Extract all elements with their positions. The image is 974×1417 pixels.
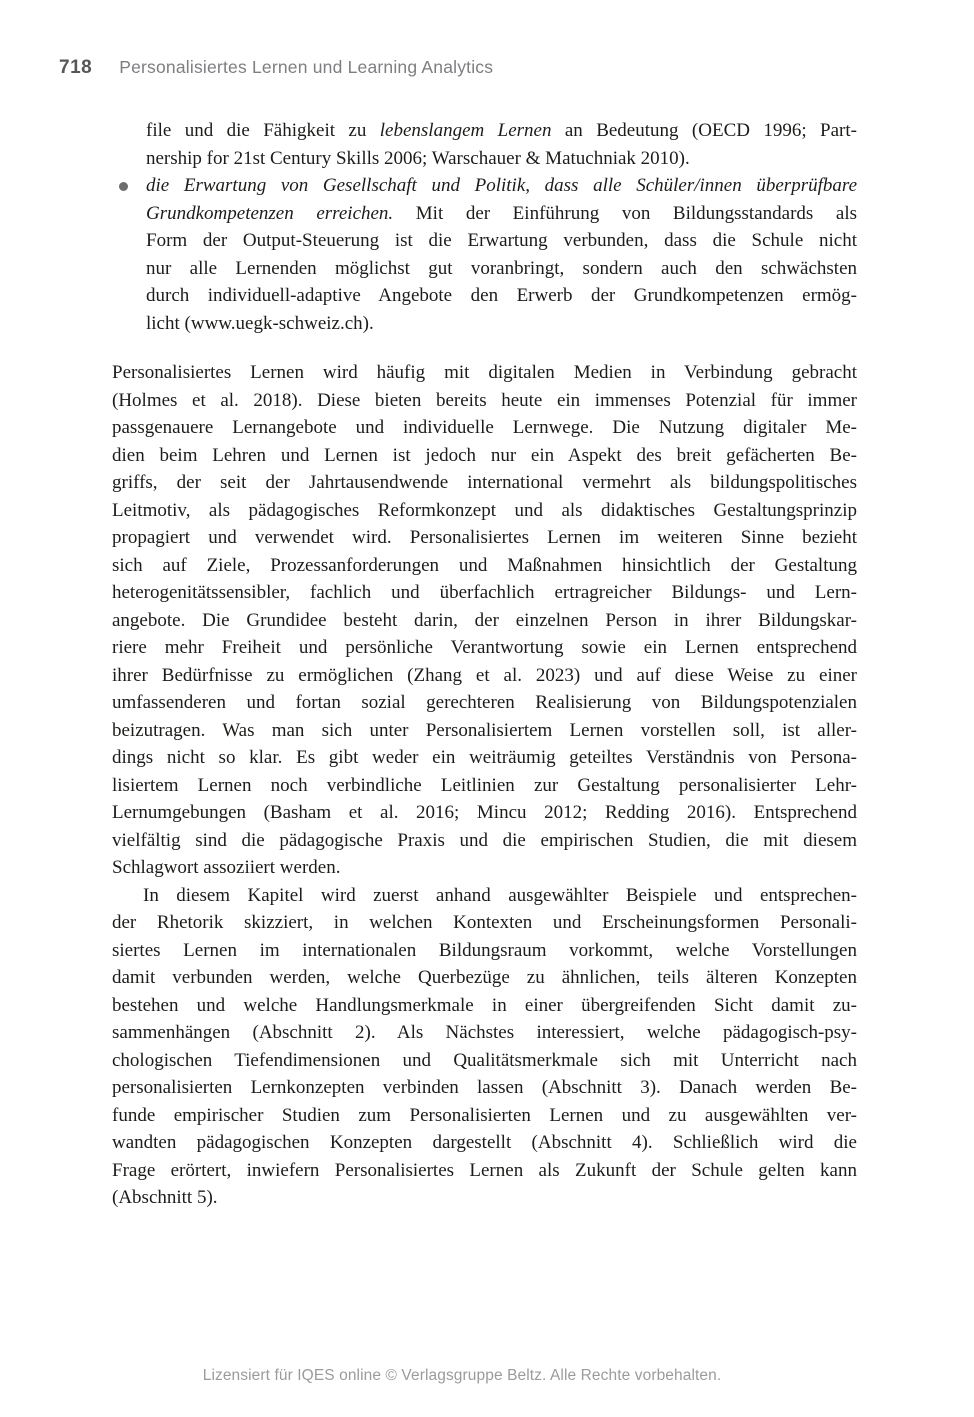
body-text: Schlagwort assoziiert werden.	[112, 857, 341, 878]
text-line	[112, 1157, 857, 1185]
text-line	[146, 282, 857, 310]
text-line	[112, 854, 857, 882]
text-line	[112, 414, 857, 442]
text-line	[146, 200, 857, 228]
text-line	[112, 827, 857, 855]
text-line	[112, 524, 857, 552]
body-text: In diesem Kapitel wird zuerst anhand ausgewählter Beispiele und entsprechen-	[143, 884, 857, 906]
text-line	[112, 772, 857, 800]
body-text: griffs, der seit der Jahrtausendwende international vermehrt als bildungspolitisches	[112, 472, 857, 493]
text-line	[112, 964, 857, 992]
text-line	[112, 359, 857, 387]
page-header	[59, 57, 493, 79]
text-line	[146, 310, 857, 338]
body-text: personalisierten Lernkonzepten verbinden lassen (Abschnitt 3). Danach werden Be-	[112, 1077, 857, 1098]
body-text: (Abschnitt 5).	[112, 1187, 218, 1208]
text-line	[146, 227, 857, 255]
body-text: funde empirischer Studien zum Personalisierten Lernen und zu ausgewählten ver-	[112, 1104, 857, 1126]
body-text: lisiertem Lernen noch verbindliche Leitlinien zur Gestaltung personalisierter Lehr-	[112, 774, 857, 796]
body-text: licht (www.uegk-schweiz.ch).	[146, 312, 374, 334]
text-line	[112, 1019, 857, 1047]
body-text: nur alle Lernenden möglichst gut voranbringt, sondern auch den schwächsten	[146, 257, 857, 279]
chapter-overview-paragraph	[112, 882, 857, 1212]
body-text: chologischen Tiefendimensionen und Qualitätsmerkmale sich mit Unterricht nach	[112, 1049, 857, 1071]
body-text: vielfältig sind die pädagogische Praxis und die empirischen Studien, die mit diesem	[112, 829, 857, 851]
italic-text: die Erwartung von Gesellschaft und Politik, dass alle Schüler/innen überprüfbare	[146, 175, 857, 196]
body-text: (Holmes et al. 2018). Diese bieten bereits heute ein immenses Potenzial für immer	[112, 389, 857, 411]
body-text: sammenhängen (Abschnitt 2). Als Nächstes interessiert, welche pädagogisch-psy-	[112, 1022, 857, 1043]
bullet-item-continuation	[112, 117, 857, 172]
body-text: passgenauere Lernangebote und individuelle Lernwege. Die Nutzung digitaler Me-	[112, 417, 857, 438]
text-line	[112, 634, 857, 662]
page-body	[112, 117, 857, 1212]
body-text: Frage erörtert, inwiefern Personalisiertes Lernen als Zukunft der Schule gelten kann	[112, 1159, 857, 1181]
text-line	[112, 552, 857, 580]
text-line	[112, 497, 857, 525]
body-text: Lernumgebungen (Basham et al. 2016; Mincu 2012; Redding 2016). Entsprechend	[112, 802, 857, 823]
text-line	[112, 1047, 857, 1075]
text-line	[146, 117, 857, 145]
body-text: dings nicht so klar. Es gibt weder ein weiträumig geteiltes Verständnis von Persona-	[112, 747, 857, 768]
text-line	[112, 992, 857, 1020]
main-paragraph	[112, 359, 857, 882]
body-text: file und die Fähigkeit zu	[146, 120, 380, 141]
body-text: Personalisiertes Lernen wird häufig mit digitalen Medien in Verbindung gebracht	[112, 362, 857, 383]
text-line	[112, 717, 857, 745]
text-line	[112, 1074, 857, 1102]
text-line	[146, 172, 857, 200]
body-text: wandten pädagogischen Konzepten dargestellt (Abschnitt 4). Schließlich wird die	[112, 1132, 857, 1153]
body-text: heterogenitätssensibler, fachlich und überfachlich ertragreicher Bildungs- und Lern-	[112, 582, 857, 603]
body-text: angebote. Die Grundidee besteht darin, der einzelnen Person in ihrer Bildungskar-	[112, 609, 857, 631]
text-line	[112, 662, 857, 690]
text-line	[146, 255, 857, 283]
license-footer: Lizensiert für IQES online © Verlagsgruppe Beltz. Alle Rechte vorbehalten.	[202, 1367, 722, 1384]
body-text: an Bedeutung (OECD 1996; Part-	[551, 120, 857, 141]
text-line	[146, 145, 857, 173]
body-text: siertes Lernen im internationalen Bildungsraum vorkommt, welche Vorstellungen	[112, 939, 857, 961]
text-line	[112, 607, 857, 635]
body-text: nership for 21st Century Skills 2006; Warschauer & Matuchniak 2010).	[146, 147, 690, 169]
text-line	[112, 882, 857, 910]
text-line	[112, 689, 857, 717]
body-text: durch individuell-adaptive Angebote den Erwerb der Grundkompetenzen ermög-	[146, 285, 857, 306]
body-text: propagiert und verwendet wird. Personalisiertes Lernen im weiteren Sinne bezieht	[112, 527, 857, 548]
text-line	[112, 937, 857, 965]
text-line	[112, 1184, 857, 1212]
body-text: der Rhetorik skizziert, in welchen Kontexten und Erscheinungsformen Personali-	[112, 912, 857, 933]
bullet-item	[112, 172, 857, 337]
body-text: dien beim Lehren und Lernen ist jedoch nur ein Aspekt des breit gefächerten Be-	[112, 444, 857, 466]
text-line	[112, 799, 857, 827]
body-text: ihrer Bedürfnisse zu ermöglichen (Zhang et al. 2023) und auf diese Weise zu einer	[112, 664, 857, 686]
body-text: Leitmotiv, als pädagogisches Reformkonzept und als didaktisches Gestaltungsprinzip	[112, 499, 857, 521]
text-line	[112, 744, 857, 772]
text-line	[112, 469, 857, 497]
body-text: Form der Output-Steuerung ist die Erwartung verbunden, dass die Schule nicht	[146, 230, 857, 251]
body-text: sich auf Ziele, Prozessanforderungen und Maßnahmen hinsichtlich der Gestaltung	[112, 554, 857, 576]
body-text: damit verbunden werden, welche Querbezüge zu ähnlichen, teils älteren Konzepten	[112, 967, 857, 988]
running-head-title: Personalisiertes Lernen und Learning Analytics	[119, 57, 494, 77]
page-number: 718	[59, 57, 93, 78]
body-text: riere mehr Freiheit und persönliche Verantwortung sowie ein Lernen entsprechend	[112, 637, 857, 658]
text-line	[112, 387, 857, 415]
italic-text: Grundkompetenzen erreichen.	[146, 202, 394, 224]
body-text: bestehen und welche Handlungsmerkmale in einer übergreifenden Sicht damit zu-	[112, 994, 857, 1016]
bullet-marker-icon	[119, 182, 128, 191]
body-text: beizutragen. Was man sich unter Personalisiertem Lernen vorstellen soll, ist aller-	[112, 719, 857, 741]
italic-text: lebenslangem Lernen	[379, 120, 552, 141]
text-line	[112, 909, 857, 937]
body-text: Mit der Einführung von Bildungsstandards als	[393, 202, 857, 224]
text-line	[112, 579, 857, 607]
text-line	[112, 442, 857, 470]
text-line	[112, 1102, 857, 1130]
text-line	[112, 1129, 857, 1157]
body-text: umfassenderen und fortan sozial gerechteren Realisierung von Bildungspotenzialen	[112, 692, 857, 713]
